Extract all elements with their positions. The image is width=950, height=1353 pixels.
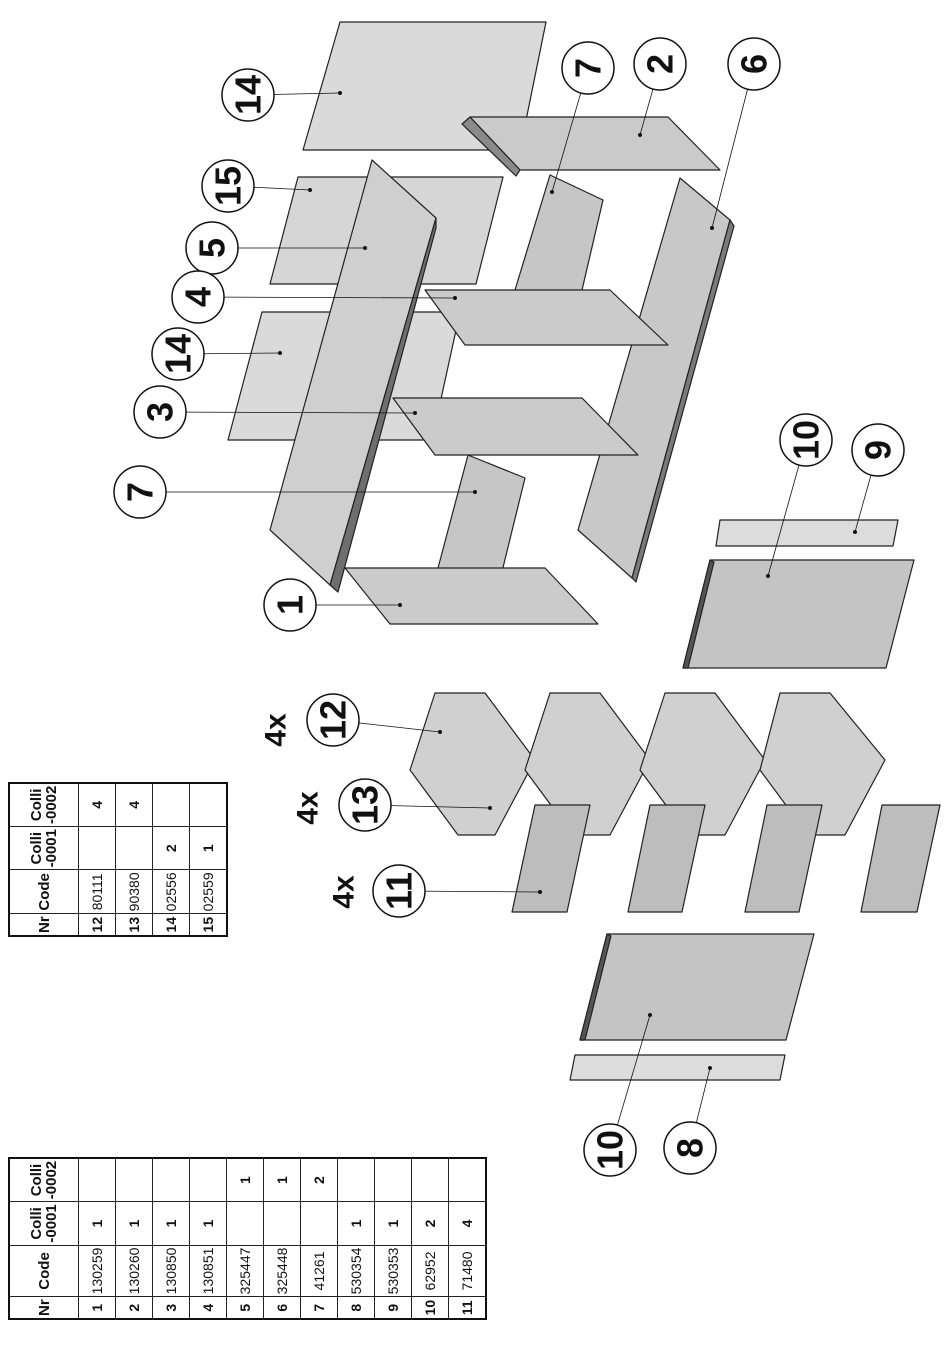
table-cell: 1 [79,1297,116,1319]
table-row [264,1158,301,1319]
callout-13 [339,779,391,831]
table-cell: 2 [116,1297,153,1319]
table-cell: 325447 [227,1245,264,1297]
table-cell: 7 [301,1297,338,1319]
quantity-multiplier: 4x [259,713,293,747]
callout-label: 10 [785,419,827,461]
divider-panel-4 [425,290,668,345]
callout-6 [728,38,780,90]
table-row [153,1158,190,1319]
parts-table-a [8,1157,487,1320]
table-cell: 90380 [116,870,153,914]
callout-4 [172,271,224,323]
table-cell: 62952 [412,1245,449,1297]
quantity-multiplier: 4x [327,875,361,909]
callout-label: 14 [157,333,199,375]
callout-label: 6 [733,53,775,75]
table-row [79,1158,116,1319]
table-cell: 4 [116,783,153,827]
callout-7 [114,466,166,518]
plinth-9 [716,520,898,546]
divider-panel-3 [393,398,638,455]
callout-label: 11 [378,871,420,911]
callout-10 [780,414,832,466]
table-cell: 10 [412,1297,449,1319]
callout-label: 7 [119,481,161,503]
table-cell [375,1158,412,1202]
table-row [116,1158,153,1319]
header-cell: Colli -0002 [9,783,79,827]
callout-label: 14 [227,74,269,116]
table-cell: 13 [116,914,153,936]
callout-14 [222,69,274,121]
callout-label: 2 [639,53,681,75]
callout-9 [852,424,904,476]
table-row [227,1158,264,1319]
quantity-multiplier: 4x [291,791,325,825]
table-cell: 2 [412,1202,449,1245]
table-cell: 41261 [301,1245,338,1297]
table-row [190,783,228,936]
table-cell: 2 [153,827,190,870]
table-cell [153,783,190,827]
table-row [79,783,116,936]
callout-label: 1 [269,594,311,616]
back-panel-10-lower [580,934,814,1040]
table-cell: 530353 [375,1245,412,1297]
table-cell: 325448 [264,1245,301,1297]
table-cell [338,1158,375,1202]
table-cell: 4 [449,1202,487,1245]
table-cell: 130851 [190,1245,227,1297]
table-cell: 130260 [116,1245,153,1297]
table-cell: 11 [449,1297,487,1319]
table-row [412,1158,449,1319]
callout-label: 4 [177,286,219,308]
callout-label: 3 [139,401,181,423]
table-cell: 4 [190,1297,227,1319]
table-cell: 80111 [79,870,116,914]
callout-label: 5 [191,237,233,259]
table-cell: 71480 [449,1245,487,1297]
table-cell: 130850 [153,1245,190,1297]
back-panel-10-upper [683,560,914,668]
table-cell: 14 [153,914,190,936]
table-cell [449,1158,487,1202]
table-row [116,783,153,936]
table-cell: 1 [79,1202,116,1245]
callout-label: 12 [312,699,354,741]
table-cell: 1 [190,1202,227,1245]
header-cell: Nr [9,914,79,936]
side-panel-1 [345,568,598,624]
table-row [153,783,190,936]
callout-2 [634,38,686,90]
table-cell [190,783,228,827]
table-cell [412,1158,449,1202]
table-cell [301,1202,338,1245]
callout-5 [186,222,238,274]
plinth-8 [570,1055,785,1080]
table-cell [264,1202,301,1245]
callout-label: 9 [857,439,899,461]
parts-table-b [8,782,228,937]
table-cell: 6 [264,1297,301,1319]
header-cell: Colli -0001 [9,827,79,870]
table-cell: 9 [375,1297,412,1319]
header-cell: Nr [9,1297,79,1319]
table-cell [79,827,116,870]
callout-8 [664,1122,716,1174]
callout-7 [562,42,614,94]
callout-12 [307,694,359,746]
table-cell [116,827,153,870]
header-cell: Code [9,1245,79,1297]
callout-3 [134,386,186,438]
table-cell: 1 [190,827,228,870]
table-cell: 15 [190,914,228,936]
table-cell: 12 [79,914,116,936]
table-cell [116,1158,153,1202]
callout-15 [202,160,254,212]
table-cell [190,1158,227,1202]
table-cell: 02556 [153,870,190,914]
table-row [375,1158,412,1319]
callout-label: 10 [589,1129,631,1171]
callout-10 [584,1124,636,1176]
table-row [190,1158,227,1319]
callout-14 [152,328,204,380]
table-row [301,1158,338,1319]
table-cell: 3 [153,1297,190,1319]
table-row [338,1158,375,1319]
table-cell: 8 [338,1297,375,1319]
table-cell [227,1202,264,1245]
callout-1 [264,579,316,631]
table-cell: 1 [375,1202,412,1245]
callout-label: 15 [207,165,249,207]
table-cell: 4 [79,783,116,827]
table-cell [153,1158,190,1202]
table-row [449,1158,487,1319]
table-cell: 1 [116,1202,153,1245]
table-cell: 530354 [338,1245,375,1297]
table-cell: 130259 [79,1245,116,1297]
header-cell: Code [9,870,79,914]
table-cell: 02559 [190,870,228,914]
callout-label: 7 [567,57,609,79]
table-cell: 1 [264,1158,301,1202]
table-cell: 2 [301,1158,338,1202]
callout-label: 8 [669,1137,711,1159]
table-cell: 5 [227,1297,264,1319]
table-cell: 1 [338,1202,375,1245]
callout-label: 13 [344,784,386,826]
callout-11 [373,865,425,917]
header-cell: Colli -0002 [9,1158,79,1202]
table-cell: 1 [227,1158,264,1202]
header-cell: Colli -0001 [9,1202,79,1245]
table-cell: 1 [153,1202,190,1245]
panels [228,22,940,1080]
table-cell [79,1158,116,1202]
